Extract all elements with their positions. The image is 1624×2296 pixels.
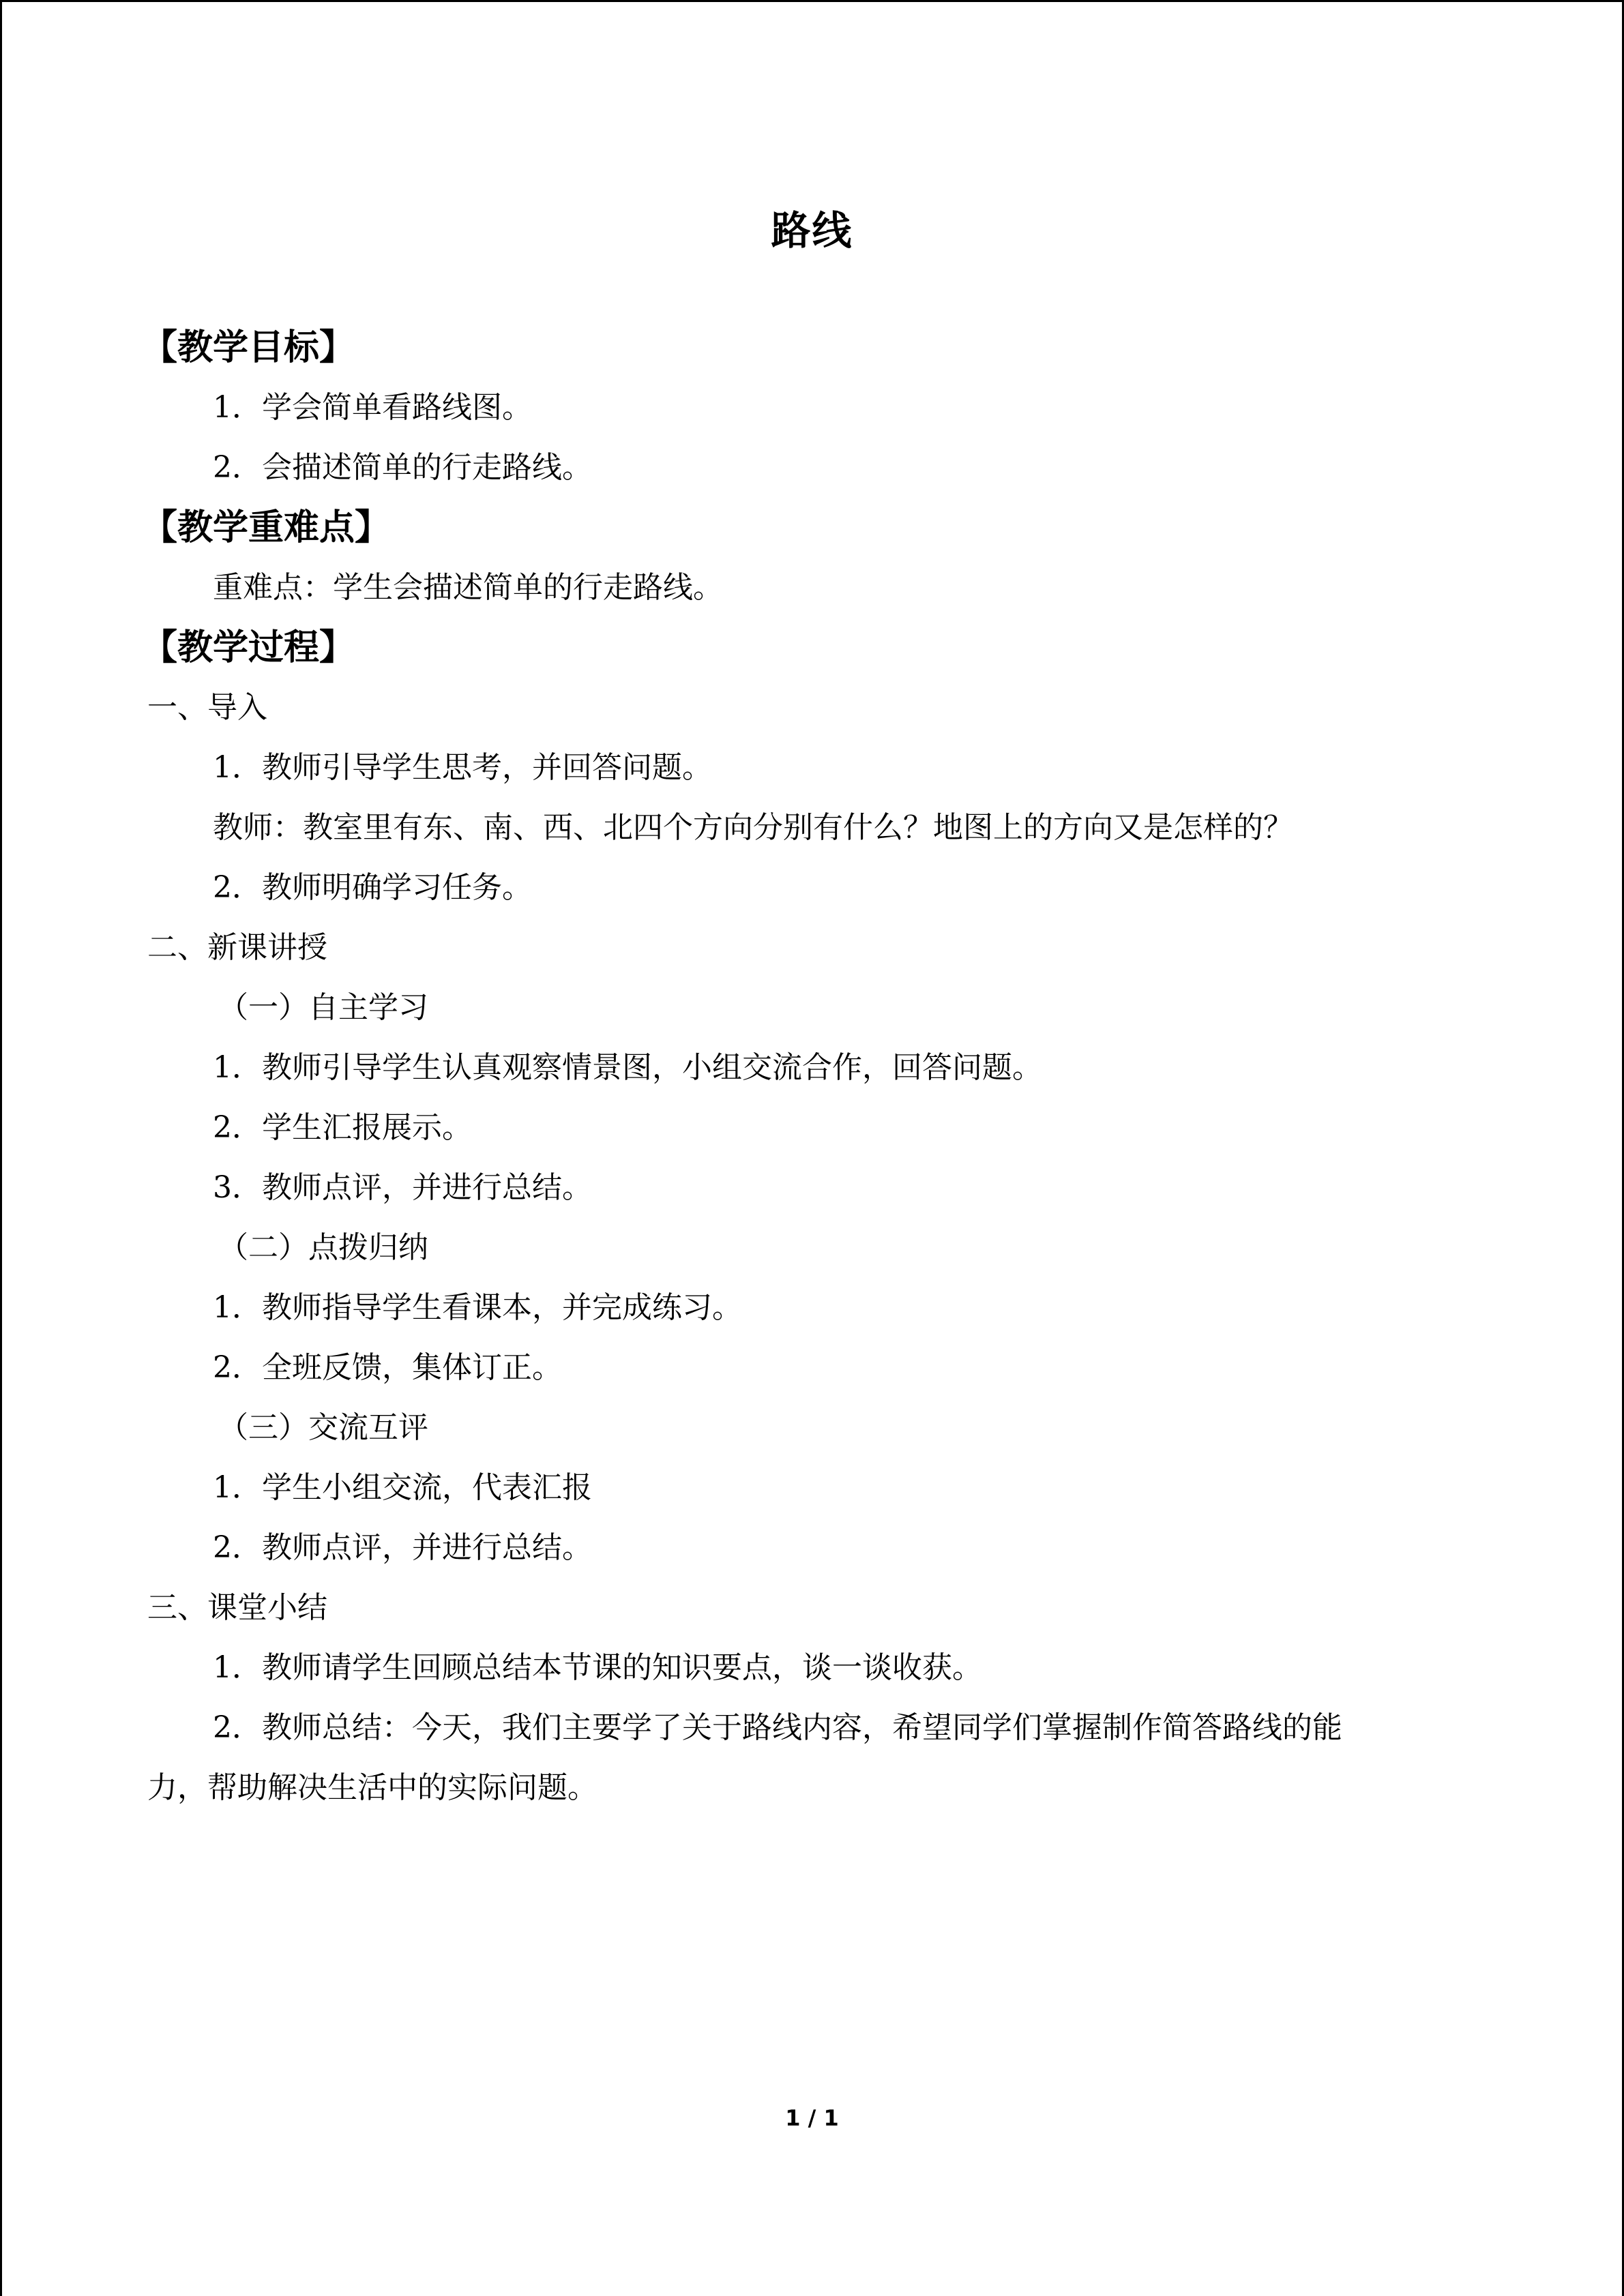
document-body	[142, 318, 1443, 1818]
section-introduction: 一、导入	[147, 690, 267, 725]
peer-review-item-1: 1．学生小组交流，代表汇报	[213, 1470, 592, 1505]
section-summary: 三、课堂小结	[147, 1590, 327, 1625]
intro-item-2: 2．教师明确学习任务。	[213, 870, 532, 905]
goal-item-1: 1．学会简单看路线图。	[213, 390, 532, 425]
subsection-self-study: （一）自主学习	[218, 990, 428, 1025]
intro-teacher-question: 教师：教室里有东、南、西、北四个方向分别有什么？地图上的方向又是怎样的？	[213, 810, 1293, 845]
heading-teaching-process: 【教学过程】	[142, 627, 355, 668]
summary-item-2-continued: 力，帮助解决生活中的实际问题。	[147, 1770, 597, 1805]
key-point-text: 重难点：学生会描述简单的行走路线。	[213, 570, 723, 605]
goal-item-2: 2．会描述简单的行走路线。	[213, 450, 592, 485]
heading-teaching-goals: 【教学目标】	[142, 327, 355, 368]
self-study-item-1: 1．教师引导学生认真观察情景图，小组交流合作，回答问题。	[213, 1050, 1042, 1085]
self-study-item-3: 3．教师点评，并进行总结。	[213, 1170, 592, 1205]
page-number: 1 / 1	[785, 2105, 839, 2131]
subsection-peer-review: （三）交流互评	[218, 1410, 428, 1445]
subsection-guidance: （二）点拨归纳	[218, 1230, 428, 1265]
guidance-item-2: 2．全班反馈，集体订正。	[213, 1350, 562, 1385]
heading-key-points: 【教学重难点】	[142, 507, 391, 548]
section-new-lesson: 二、新课讲授	[147, 930, 327, 965]
guidance-item-1: 1．教师指导学生看课本，并完成练习。	[213, 1290, 742, 1325]
summary-item-2: 2．教师总结：今天，我们主要学了关于路线内容，希望同学们掌握制作简答路线的能	[213, 1710, 1342, 1745]
page-title: 路线	[771, 207, 853, 254]
summary-item-1: 1．教师请学生回顾总结本节课的知识要点，谈一谈收获。	[213, 1650, 982, 1685]
peer-review-item-2: 2．教师点评，并进行总结。	[213, 1530, 592, 1565]
intro-item-1: 1．教师引导学生思考，并回答问题。	[213, 750, 712, 785]
self-study-item-2: 2．学生汇报展示。	[213, 1110, 472, 1145]
